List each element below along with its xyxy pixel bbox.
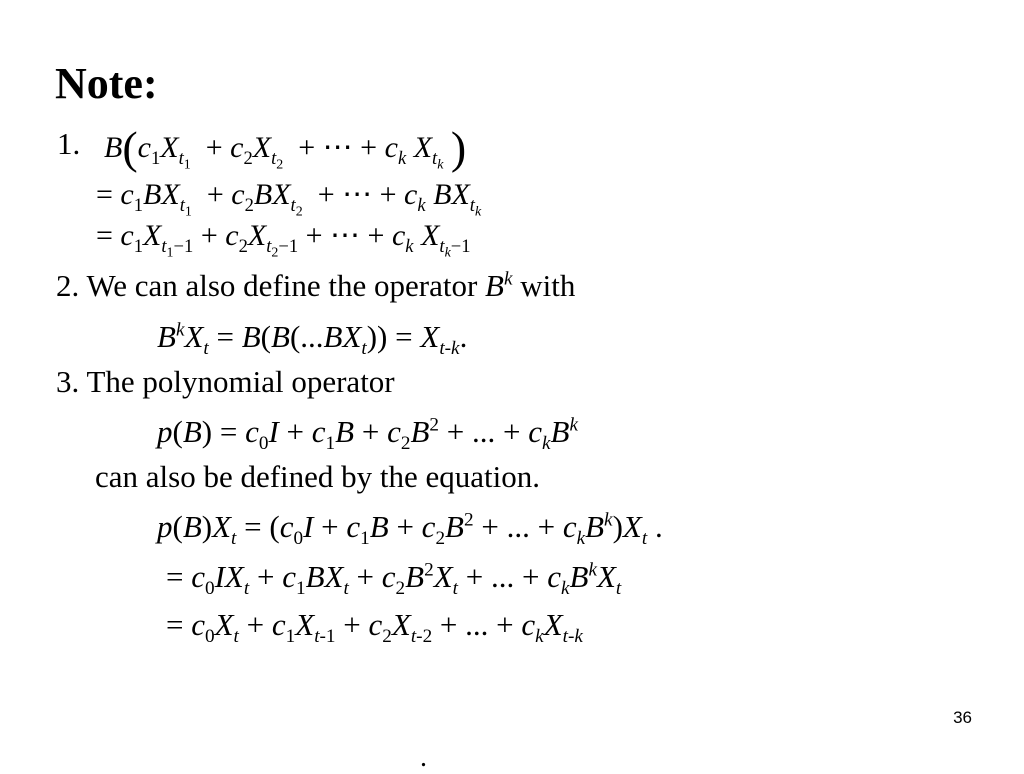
slide-title: Note: [55, 59, 158, 108]
item2-line: 2. We can also define the operator $B^k$ with [56, 268, 576, 303]
item3-continuation: can also be defined by the equation. [95, 459, 541, 494]
equation-2: $B^kX_t = B(B(...BX_t)) = X_{t-k}$. [157, 319, 468, 360]
equation-1-line-3: = $c_1X_{t_1-1} + c_2X_{t_2-1}$ + ⋯ + $c_k$ $X_{t_k-1}$ [96, 219, 471, 261]
equation-3-line-3: = $c_0X_t + c_1X_{t-1} + c_2X_{t-2}$ + ... + $c_kX_{t-k}$ [166, 607, 583, 648]
item2-text: 2. We can also define the operator [56, 268, 478, 303]
equation-3-line-2: = $c_0IX_t + c_1BX_t + c_2B^2X_t$ + ... + $c_kB^kX_t$ [166, 559, 622, 600]
equation-3-line-1: $p(B)X_t = (c_0I + c_1B + c_2B^2$ + ... + $c_kB^k)X_t$ . [157, 509, 663, 550]
equation-1-line-1: $B(c_1X_{t_1} + c_2X_{t_2}$ + ⋯ + $c_k$ $X_{t_k}$ ) [104, 122, 467, 173]
page-number: 36 [953, 708, 972, 727]
item3-text: 3. The polynomial operator [56, 364, 395, 399]
equation-3-operator: $p(B) = c_0I + c_1B + c_2B^2$ + ... + $c_kB^k$ [157, 414, 578, 455]
item1-label: 1. [57, 126, 81, 161]
item2-with: with [520, 268, 576, 303]
equation-1-line-2: = $c_1BX_{t_1} + c_2BX_{t_2}$ + ⋯ + $c_k$ $BX_{t_k}$ [96, 178, 482, 220]
footer-dot: . [420, 742, 427, 773]
